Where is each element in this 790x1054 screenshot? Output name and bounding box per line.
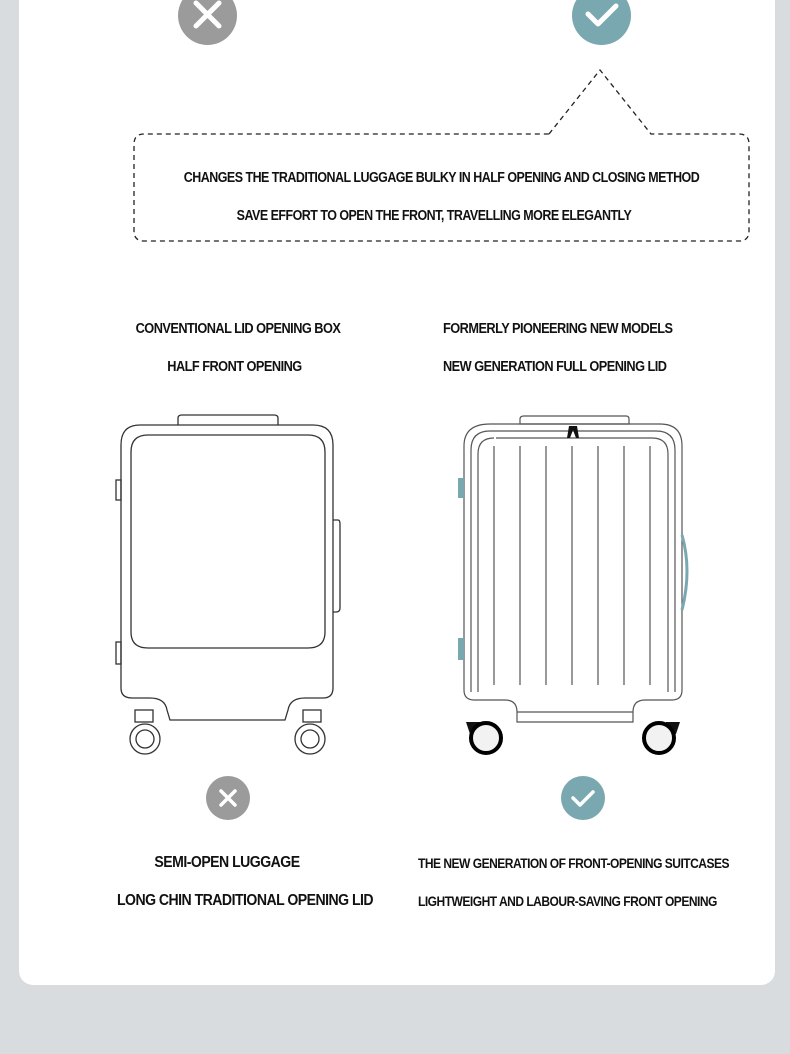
left-heading-2: HALF FRONT OPENING [167,359,302,375]
left-caption-2: LONG CHIN TRADITIONAL OPENING LID [116,892,374,909]
cross-icon [206,776,250,820]
callout-line-1: CHANGES THE TRADITIONAL LUGGAGE BULKY IN HALF OPENING AND CLOSING METHOD [183,170,700,186]
check-icon [561,776,605,820]
full-opening-suitcase-illustration [440,400,700,770]
left-heading-1: CONVENTIONAL LID OPENING BOX [135,321,341,337]
right-heading-2: NEW GENERATION FULL OPENING LID [443,359,667,375]
right-heading-1: FORMERLY PIONEERING NEW MODELS [443,321,673,337]
left-caption-1: SEMI-OPEN LUGGAGE [154,854,300,871]
right-caption-1: THE NEW GENERATION OF FRONT-OPENING SUITCASES [418,855,730,871]
half-opening-suitcase-illustration [100,400,360,770]
callout-line-2: SAVE EFFORT TO OPEN THE FRONT, TRAVELLING MORE ELEGANTLY [236,208,632,224]
right-caption-2: LIGHTWEIGHT AND LABOUR-SAVING FRONT OPENING [418,893,717,909]
